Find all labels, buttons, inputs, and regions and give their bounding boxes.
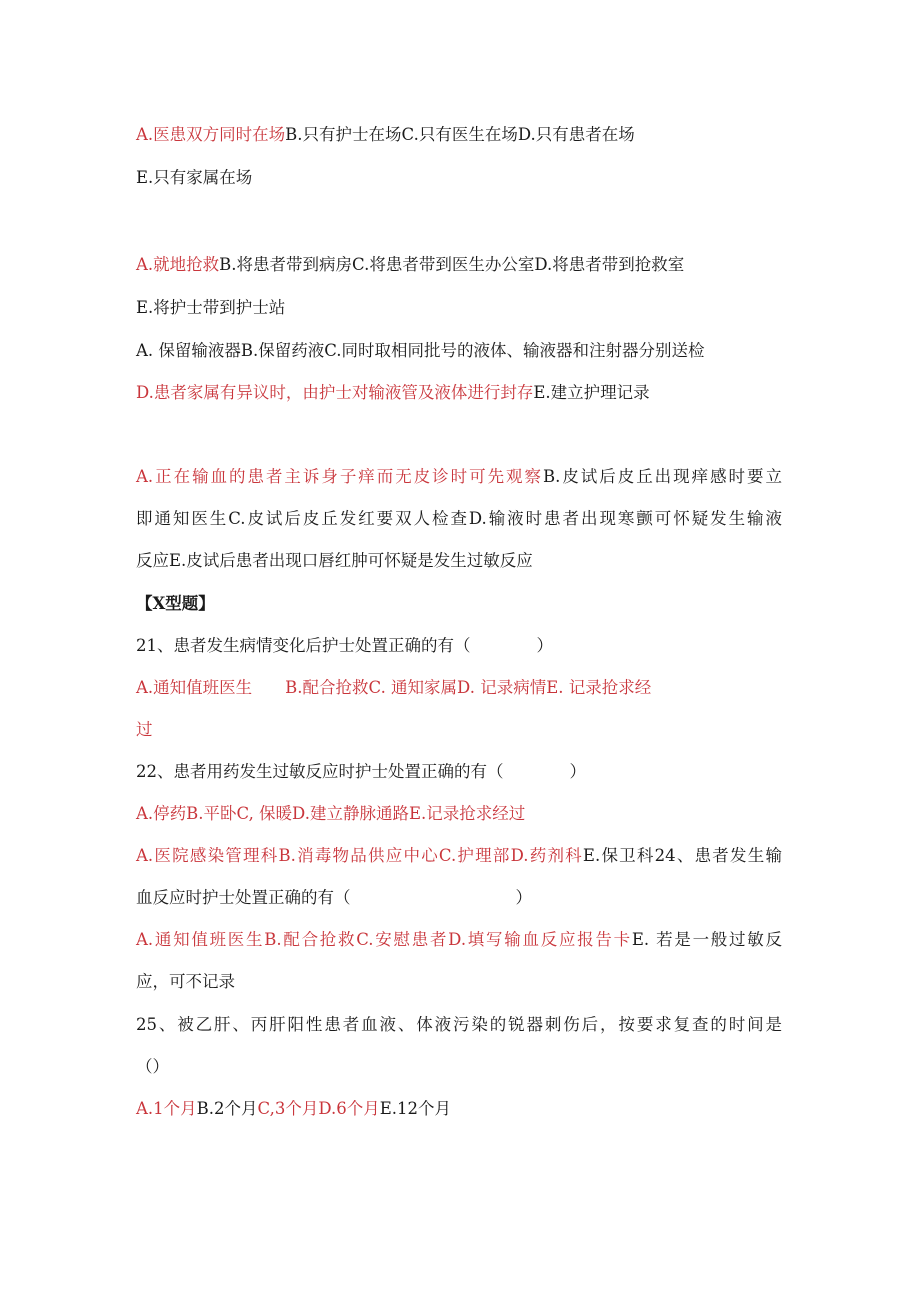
- text-line: [136, 971, 235, 993]
- body-text: （）: [136, 1057, 169, 1076]
- text-line: [136, 1056, 169, 1078]
- question-21: [136, 635, 553, 657]
- answer-text: A.通知值班医生B.配合抢救C.安慰患者D.填写输血反应报告卡: [136, 930, 632, 949]
- body-text: 反应E.皮试后患者出现口唇红肿可怀疑是发生过敏反应: [136, 551, 533, 570]
- answer-text: A.通知值班医生 B.配合抢救C. 通知家属D. 记录病情E. 记录抢求经: [136, 678, 652, 697]
- body-text: 血反应时护士处置正确的有（ ）: [136, 888, 532, 907]
- text-line: [136, 340, 705, 362]
- text-line: [136, 466, 782, 488]
- body-text: E.将护士带到护士站: [136, 298, 286, 317]
- body-text: B.2个月: [196, 1099, 258, 1118]
- text-line: [136, 677, 651, 699]
- answer-text: A.正在输血的患者主诉身子痒而无皮诊时可先观察: [136, 467, 543, 486]
- text-line: [136, 1098, 451, 1120]
- text-line: [136, 845, 782, 867]
- text-line: [136, 803, 525, 825]
- body-text: B.皮试后皮丘出现痒感时要立: [542, 467, 782, 486]
- body-text: A. 保留输液器B.保留药液C.同时取相同批号的液体、输液器和注射器分别送检: [136, 341, 705, 360]
- body-text: B.只有护士在场C.只有医生在场D.只有患者在场: [285, 125, 635, 144]
- answer-text: A.1个月: [136, 1099, 197, 1118]
- body-text: 即通知医生C.皮试后皮丘发红要双人检查D.输液时患者出现寒颤可怀疑发生输液: [136, 509, 782, 528]
- answer-text: 过: [136, 720, 153, 739]
- text-line: [136, 719, 153, 741]
- body-text: 25、被乙肝、丙肝阳性患者血液、体液污染的锐器刺伤后，按要求复查的时间是: [136, 1015, 782, 1034]
- question-25: [136, 1014, 782, 1036]
- body-text: E.保卫科24、患者发生输: [582, 846, 782, 865]
- body-text: E.12个月: [379, 1099, 452, 1118]
- text-line: [136, 887, 532, 909]
- answer-text: A.医院感染管理科B.消毒物品供应中心C.护理部D.药剂科: [136, 846, 583, 865]
- body-text: E.建立护理记录: [533, 383, 650, 402]
- text-line: [136, 929, 782, 951]
- answer-text: D.患者家属有异议时，由护士对输液管及液体进行封存: [136, 383, 534, 402]
- answer-text: A.医患双方同时在场: [136, 125, 286, 144]
- answer-text: A.停药B.平卧C, 保暖D.建立静脉通路E.记录抢求经过: [136, 804, 526, 823]
- body-text: B.将患者带到病房C.将患者带到医生办公室D.将患者带到抢救室: [219, 255, 685, 274]
- text-line: [136, 254, 684, 276]
- body-text: E.只有家属在场: [136, 168, 253, 187]
- answer-text: C,3个月D.6个月: [257, 1099, 380, 1118]
- text-line: [136, 508, 782, 530]
- text-line: [136, 382, 650, 404]
- answer-text: A.就地抢救: [136, 255, 220, 274]
- body-text: 应，可不记录: [136, 972, 235, 991]
- question-22: [136, 761, 586, 783]
- text-line: [136, 550, 533, 572]
- body-text: 21、患者发生病情变化后护士处置正确的有（ ）: [136, 636, 553, 655]
- body-text: 22、患者用药发生过敏反应时护士处置正确的有（ ）: [136, 762, 586, 781]
- body-text: 【X型题】: [136, 594, 215, 613]
- body-text: E. 若是一般过敏反: [631, 930, 782, 949]
- text-line: [136, 124, 635, 146]
- section-heading: [136, 593, 215, 615]
- text-line: [136, 167, 252, 189]
- text-line: [136, 297, 285, 319]
